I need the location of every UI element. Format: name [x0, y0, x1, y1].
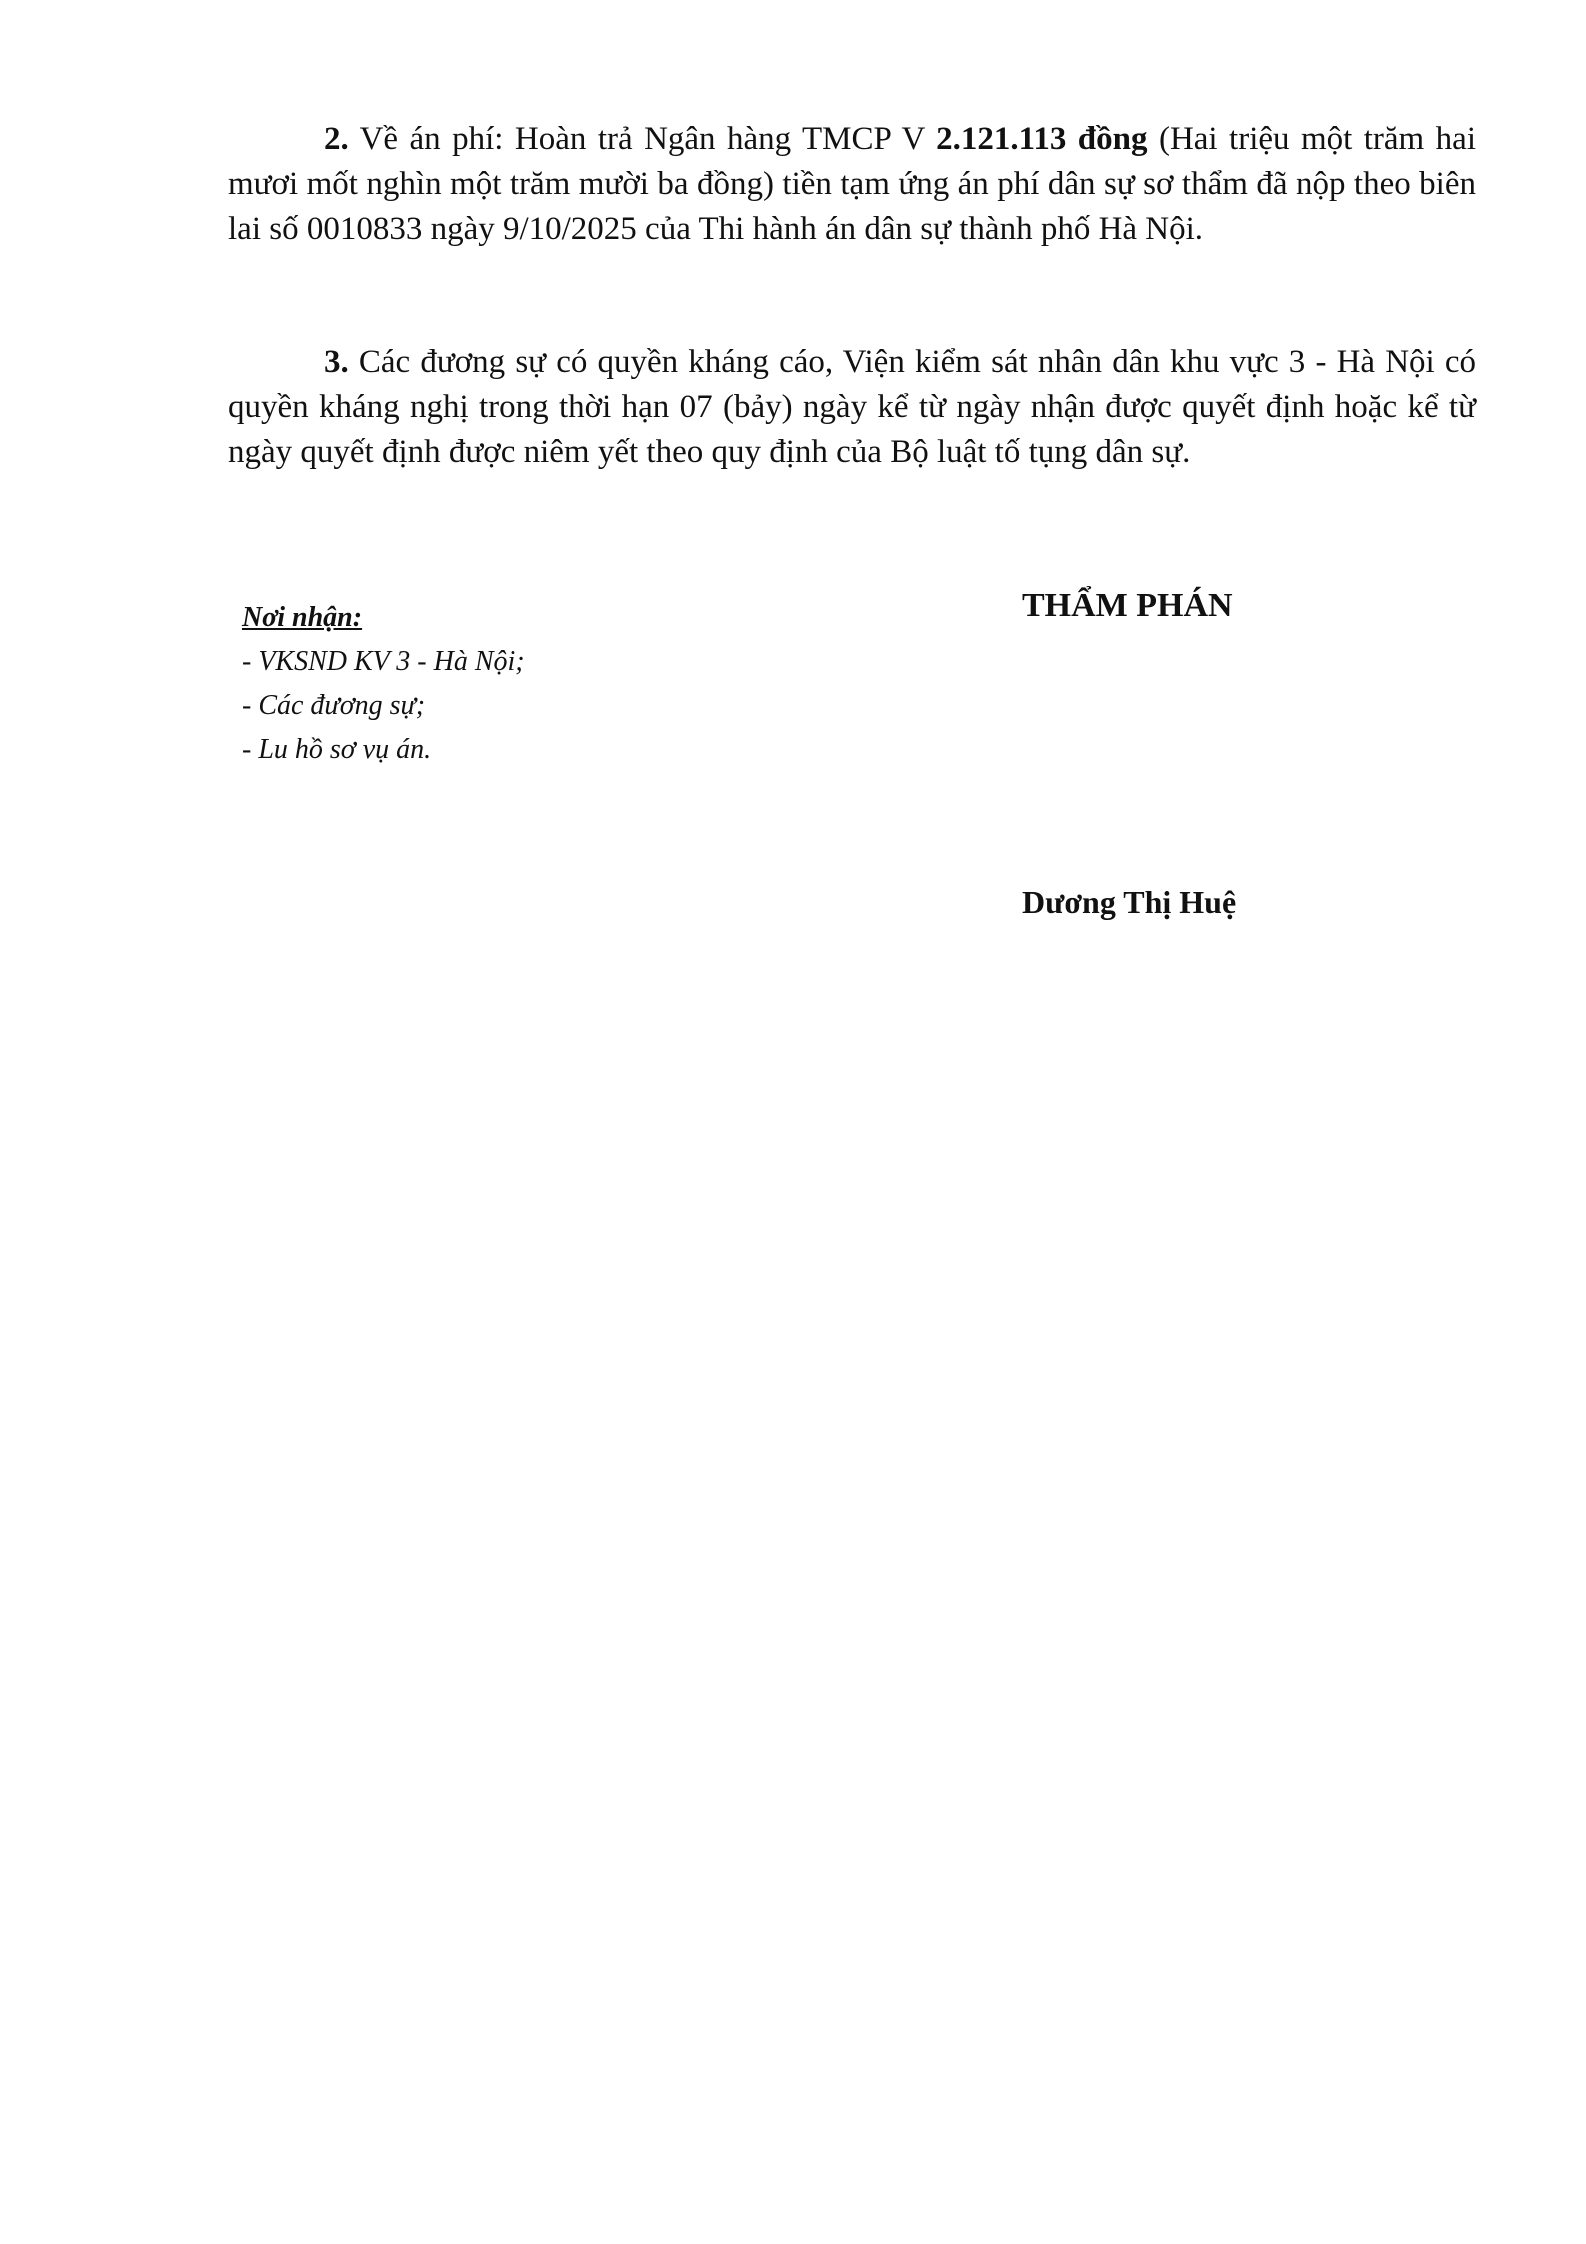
section-2-fee-paragraph — [228, 117, 1476, 252]
section-3-appeal-paragraph — [228, 340, 1476, 475]
recipient-item: - Lu hồ sơ vụ án. — [242, 734, 432, 765]
recipient-item: - VKSND KV 3 - Hà Nội; — [242, 646, 525, 677]
section-2-text-b: (Hai triệu một trăm hai mươi mốt nghìn một trăm mười ba đồng) tiền tạm ứng án phí dân sự sơ thẩm đã nộp theo biên lai số 0010833 ngày 9/10/2025 của Thi hành án dân sự thành phố Hà Nội. — [228, 121, 1476, 247]
signer-title: THẨM PHÁN — [1022, 587, 1233, 624]
recipient-item: - Các đương sự; — [242, 690, 426, 721]
recipients-heading: Nơi nhận: — [242, 602, 363, 633]
section-2-amount: 2.121.113 đồng — [936, 121, 1148, 157]
recipients-block — [242, 596, 525, 772]
signer-name: Dương Thị Huệ — [1022, 884, 1237, 920]
section-3-text: Các đương sự có quyền kháng cáo, Viện kiểm sát nhân dân khu vực 3 - Hà Nội có quyền kháng nghị trong thời hạn 07 (bảy) ngày kể từ ngày nhận được quyết định hoặc kể từ ngày quyết định được niêm yết theo quy định của Bộ luật tố tụng dân sự. — [228, 344, 1476, 470]
section-2-text-a: Về án phí: Hoàn trả Ngân hàng TMCP V — [348, 121, 937, 157]
section-2-number: 2. — [324, 121, 349, 157]
section-3-number: 3. — [324, 344, 349, 380]
